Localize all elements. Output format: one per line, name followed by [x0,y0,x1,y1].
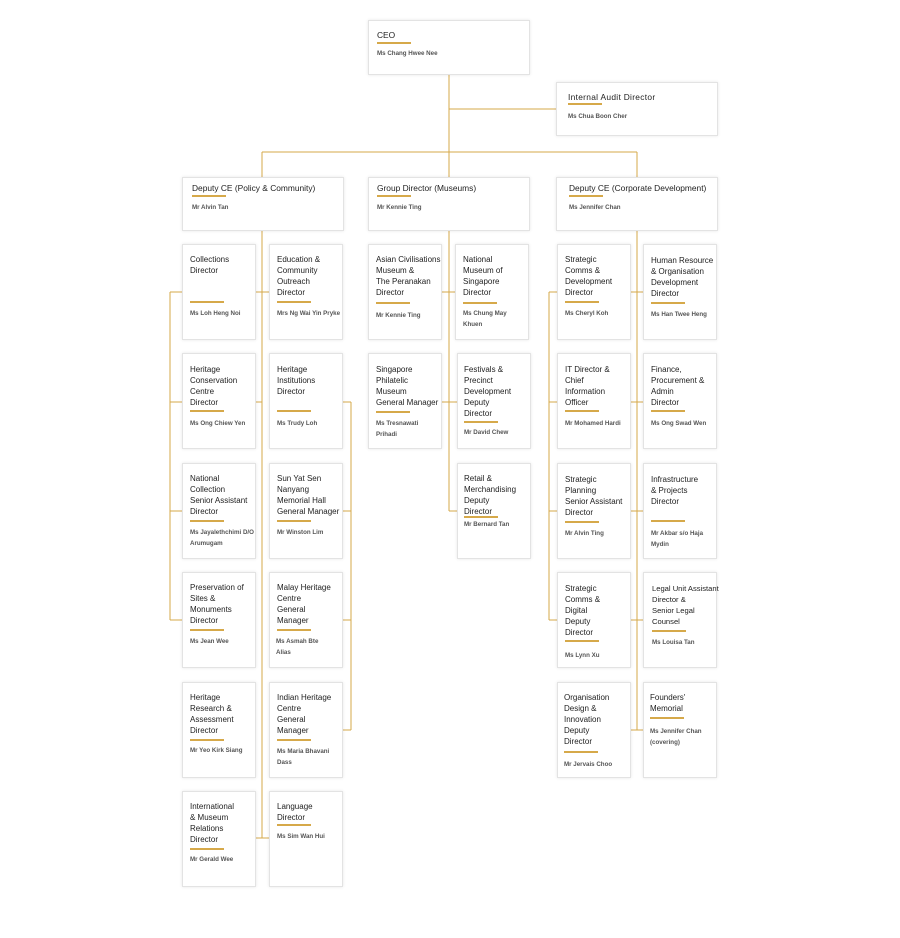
node-accent-bar [564,751,598,753]
node-title: Indian Heritage Centre General Manager [277,693,332,735]
node-title: Education & Community Outreach Director [277,255,321,297]
node-title: Asian Civilisations Museum & The Peranakan Director [376,255,441,297]
node-accent-bar [565,640,599,642]
node-title: Singapore Philatelic Museum General Manager [376,365,439,407]
node-accent-bar [463,302,497,304]
node-person: Ms Ong Chiew Yen [190,420,246,427]
node-accent-bar [651,520,685,522]
node-accent-bar [377,42,411,44]
node-acm [368,244,442,340]
node-person: Mr Alvin Ting [565,530,604,537]
node-title: Heritage Institutions Director [277,365,316,396]
node-accent-bar [464,421,498,423]
node-person: Ms Loh Heng Noi [190,310,241,317]
node-person: Ms Chung May Khuen [463,310,507,328]
node-person: Ms Lynn Xu [565,652,600,659]
node-indian-heritage [269,682,343,778]
node-title: Human Resource & Organisation Development Director [651,256,714,298]
node-language [269,791,343,887]
node-title: Deputy CE (Policy & Community) [192,183,316,193]
node-accent-bar [651,302,685,304]
node-person: Mr Alvin Tan [192,204,229,211]
node-education-outreach [269,244,343,340]
node-person: Ms Tresnawati Prihadi [376,420,419,438]
node-title: Strategic Planning Senior Assistant Director [565,475,623,517]
node-accent-bar [565,521,599,523]
node-accent-bar [376,302,410,304]
node-legal [643,572,717,668]
node-title: CEO [377,30,396,40]
node-nms [455,244,529,340]
node-person: Ms Chua Boon Cher [568,113,628,120]
node-accent-bar [569,195,603,197]
node-title: Malay Heritage Centre General Manager [277,583,331,625]
node-title: Heritage Research & Assessment Director [190,693,234,735]
node-title: Preservation of Sites & Monuments Director [190,583,244,625]
node-person: Mr Gerald Wee [190,856,234,863]
node-accent-bar [464,516,498,518]
node-deputy-ce-corporate [556,177,718,231]
node-person: Mrs Ng Wai Yin Pryke [277,310,341,317]
node-title: Internal Audit Director [568,92,656,102]
node-person: Ms Chang Hwee Nee [377,50,438,57]
node-national-collection [182,463,256,559]
node-strategic-planning [557,463,631,559]
node-accent-bar [277,520,311,522]
node-ceo [368,20,530,75]
node-title: Sun Yat Sen Nanyang Memorial Hall General Manager [277,474,340,516]
node-title: Heritage Conservation Centre Director [190,365,238,407]
node-title: Language Director [277,802,313,822]
node-accent-bar [190,301,224,303]
node-person: Mr Kennie Ting [376,312,421,319]
node-accent-bar [650,717,684,719]
node-strategic-comms [557,244,631,340]
node-person: Ms Trudy Loh [277,420,318,427]
node-heritage-institutions [269,353,343,449]
node-accent-bar [190,520,224,522]
node-it [557,353,631,449]
node-person: Ms Jennifer Chan (covering) [650,728,702,746]
node-person: Ms Louisa Tan [652,639,695,646]
node-human-resource [643,244,717,340]
node-accent-bar [565,410,599,412]
node-festivals [457,353,531,449]
node-accent-bar [277,410,311,412]
node-internal-audit [556,82,718,136]
node-heritage-conservation [182,353,256,449]
node-finance [643,353,717,449]
node-retail [457,463,531,559]
node-collections [182,244,256,340]
node-person: Mr Jervais Choo [564,761,613,768]
node-title: Festivals & Precinct Development Deputy Director [464,365,512,418]
node-title: Legal Unit Assistant Director & Senior Legal Counsel [652,584,719,626]
node-title: Retail & Merchandising Deputy Director [464,474,517,516]
node-title: Infrastructure & Projects Director [651,475,699,506]
node-accent-bar [565,301,599,303]
node-accent-bar [190,739,224,741]
node-title: IT Director & Chief Information Officer [565,365,610,407]
node-person: Ms Jennifer Chan [569,204,621,211]
node-title: Deputy CE (Corporate Development) [569,183,707,193]
node-person: Ms Jean Wee [190,638,229,645]
node-person: Ms Ong Swad Wen [651,420,707,427]
node-person: Mr Winston Lim [277,529,324,536]
node-title: Strategic Comms & Digital Deputy Director [565,584,601,637]
node-accent-bar [190,410,224,412]
node-accent-bar [652,630,686,632]
node-accent-bar [190,848,224,850]
node-philatelic [368,353,442,449]
node-person: Ms Maria Bhavani Dass [277,748,330,766]
node-person: Ms Sim Wan Hui [277,833,325,840]
node-malay-heritage [269,572,343,668]
node-person: Ms Asmah Bte Alias [276,638,319,656]
node-founders-memorial [643,682,717,778]
node-accent-bar [651,410,685,412]
node-accent-bar [277,629,311,631]
node-group-director-museums [368,177,530,231]
node-accent-bar [277,739,311,741]
node-title: Group Director (Museums) [377,183,477,193]
node-person: Mr Yeo Kirk Siang [190,747,243,754]
node-sun-yat-sen [269,463,343,559]
node-person: Ms Cheryl Koh [565,310,609,317]
node-accent-bar [377,195,411,197]
node-title: Organisation Design & Innovation Deputy Director [564,693,610,746]
node-infrastructure [643,463,717,559]
node-deputy-ce-policy [182,177,344,231]
node-title: Founders' Memorial [650,693,686,713]
node-title: National Museum of Singapore Director [463,255,503,297]
node-accent-bar [192,195,226,197]
node-title: Finance, Procurement & Admin Director [651,365,705,407]
node-title: Collections Director [190,255,230,275]
node-accent-bar [190,629,224,631]
node-person: Mr Mohamed Hardi [565,420,621,427]
node-preservation [182,572,256,668]
node-title: National Collection Senior Assistant Director [190,474,248,516]
node-org-design [557,682,631,778]
node-person: Mr David Chew [464,429,509,436]
node-title: International & Museum Relations Director [190,802,235,844]
node-person: Mr Kennie Ting [377,204,422,211]
node-title: Strategic Comms & Development Director [565,255,613,297]
node-accent-bar [568,103,602,105]
node-person: Mr Akbar s/o Haja Mydin [651,530,704,548]
node-person: Ms Han Twee Heng [651,311,707,318]
node-strategic-digital [557,572,631,668]
node-international-relations [182,791,256,887]
node-accent-bar [277,824,311,826]
node-person: Mr Bernard Tan [464,521,510,528]
node-person: Ms Jayalethchimi D/O Arumugam [190,529,254,547]
node-accent-bar [376,411,410,413]
node-accent-bar [277,301,311,303]
node-heritage-research [182,682,256,778]
